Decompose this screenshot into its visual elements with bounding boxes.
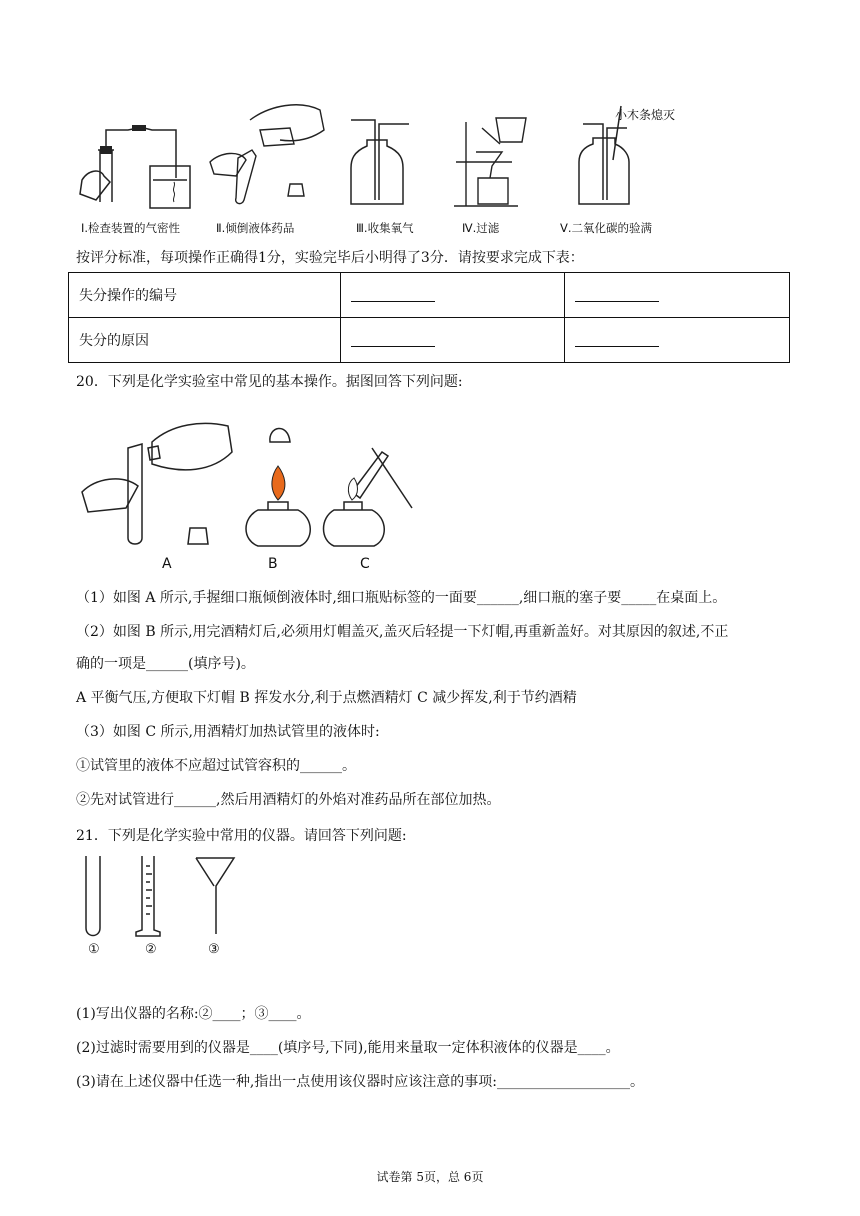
row2-answer-1[interactable] xyxy=(340,318,565,363)
q20-part2-line2: 确的一项是______(填序号)。 xyxy=(76,656,255,672)
caption-5: Ⅴ.二氧化碳的验满 xyxy=(560,221,653,235)
q21-part1: (1)写出仪器的名称:②____；③____。 xyxy=(76,1006,311,1022)
q21-part2: (2)过滤时需要用到的仪器是____(填序号,下同),能用来量取一定体积液体的仪器是____。 xyxy=(76,1040,620,1056)
airtightness-check-figure xyxy=(78,120,198,210)
fig-label-B: B xyxy=(268,556,278,572)
page-footer: 试卷第 5页，总 6页 xyxy=(376,1170,484,1184)
instruments-figure xyxy=(80,852,240,944)
q20-part2-line1: （2）如图 B 所示,用完酒精灯后,必须用灯帽盖灭,盖灭后轻提一下灯帽,再重新盖好。对其原因的叙述,不正 xyxy=(76,624,729,640)
filtration-figure xyxy=(452,108,542,212)
caption-2: Ⅱ.倾倒液体药品 xyxy=(216,221,295,235)
intro-text: 按评分标准，每项操作正确得1分，实验完毕后小明得了3分．请按要求完成下表： xyxy=(76,250,584,266)
stick-label: 小木条熄灭 xyxy=(615,108,676,122)
caption-1: Ⅰ.检查装置的气密性 xyxy=(81,221,181,235)
row2-answer-2[interactable] xyxy=(565,318,790,363)
row1-answer-2[interactable] xyxy=(565,273,790,318)
table-row xyxy=(69,273,790,318)
q20-part3a: ①试管里的液体不应超过试管容积的______。 xyxy=(76,758,356,774)
instrument-label-1: ① xyxy=(88,942,100,957)
q21-part3: (3)请在上述仪器中任选一种,指出一点使用该仪器时应该注意的事项:___________________。 xyxy=(76,1074,644,1090)
instrument-label-3: ③ xyxy=(208,942,220,957)
row1-answer-1[interactable] xyxy=(340,273,565,318)
score-table xyxy=(68,272,790,363)
instrument-label-2: ② xyxy=(145,942,157,957)
row2-label: 失分的原因 xyxy=(69,318,341,363)
q20-title: 20．下列是化学实验室中常见的基本操作。据图回答下列问题: xyxy=(76,374,463,390)
fig-label-A: A xyxy=(162,556,172,572)
q20-figure xyxy=(82,412,442,572)
pour-liquid-figure xyxy=(210,100,330,210)
caption-4: Ⅳ.过滤 xyxy=(462,221,500,235)
table-row xyxy=(69,318,790,363)
q20-part3b: ②先对试管进行______,然后用酒精灯的外焰对准药品所在部位加热。 xyxy=(76,792,501,808)
fig-label-C: C xyxy=(360,556,370,572)
row1-label: 失分操作的编号 xyxy=(69,273,341,318)
caption-3: Ⅲ.收集氧气 xyxy=(356,221,414,235)
q20-part3: （3）如图 C 所示,用酒精灯加热试管里的液体时: xyxy=(76,724,380,740)
q20-options: A 平衡气压,方便取下灯帽 B 挥发水分,利于点燃酒精灯 C 减少挥发,利于节约酒精 xyxy=(76,690,577,706)
q21-title: 21．下列是化学实验中常用的仪器。请回答下列问题: xyxy=(76,828,407,844)
q20-part1: （1）如图 A 所示,手握细口瓶倾倒液体时,细口瓶贴标签的一面要______,细口瓶的塞子要_____在桌面上。 xyxy=(76,590,727,606)
collect-oxygen-figure xyxy=(345,112,415,212)
